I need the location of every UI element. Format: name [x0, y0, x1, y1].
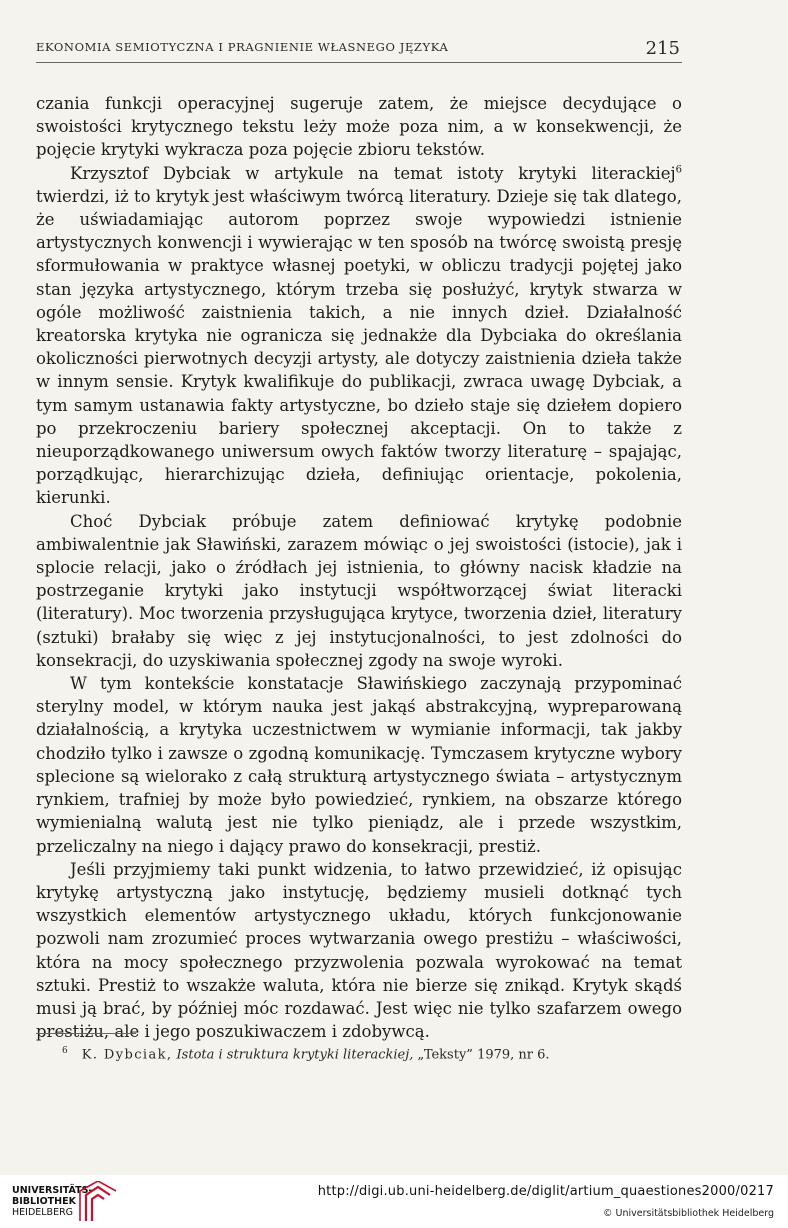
source-url-link[interactable]: http://digi.ub.uni-heidelberg.de/diglit/artium_quaestiones2000/0217 — [317, 1184, 774, 1199]
paragraph-2-start: Krzysztof Dybciak w artykule na temat istoty krytyki literackiej — [70, 163, 676, 183]
paragraph-5: Jeśli przyjmiemy taki punkt widzenia, to łatwo przewidzieć, iż opisując krytykę artystyczną jako instytucję, będziemy musieli dotknąć tych wszystkich elementów artystycznego układu, których funkcjonowanie pozwoli nam zrozumieć proces wytwarzania owego prestiżu – właściwości, która na mocy społecznego przyzwolenia pozwala wyrokować na temat sztuki. Prestiż to wszakże waluta, która nie bierze się znikąd. Krytyk skądś musi ją brać, by później móc rozdawać. Jest więc nie tylko szafarzem owego prestiżu, ale i jego poszukiwaczem i zdobywcą. — [36, 859, 682, 1042]
page-number: 215 — [645, 38, 680, 59]
footnote — [62, 1046, 682, 1063]
running-head: EKONOMIA SEMIOTYCZNA I PRAGNIENIE WŁASNEGO JĘZYKA — [36, 40, 449, 54]
footnote-reference[interactable]: 6 — [675, 164, 682, 176]
footnote-author: K. Dybciak, — [81, 1047, 173, 1063]
logo-line-1: UNIVERSITÄTS- — [12, 1185, 93, 1196]
footnote-rule — [36, 1033, 136, 1034]
paragraph-4: W tym kontekście konstatacje Sławińskiego zaczynają przypominać sterylny model, w którym nauka jest jakąś abstrakcyjną, wypreparowaną działalnością, a krytyka uczestnictwem w wymianie informacji, tak jakby chodziło tylko i zawsze o zgodną komunikację. Tymczasem krytyczne wybory splecione są wielorako z całą strukturą artystycznego świata – artystycznym rynkiem, trafniej by może było powiedzieć, rynkiem, na obszarze którego wymienialną walutą jest nie tylko pieniądz, ale i przede wszystkim, przeliczalny na niego i dający prawo do konsekracji, prestiż. — [36, 674, 682, 856]
logo-line-2: BIBLIOTHEK — [12, 1196, 76, 1207]
paragraph-1: czania funkcji operacyjnej sugeruje zatem, że miejsce decydujące o swoistości krytycznego tekstu leży może poza nim, a w konsekwencji, że pojęcie krytyki wykracza poza pojęcie zbioru tekstów. — [36, 94, 682, 160]
footer-bar — [0, 1175, 788, 1228]
header-rule — [36, 62, 682, 63]
footnote-mark: 6 — [62, 1046, 68, 1056]
logo-line-3: HEIDELBERG — [12, 1207, 74, 1218]
footnote-title: Istota i struktura krytyki literackiej, — [176, 1047, 414, 1063]
copyright-notice: © Universitätsbibliothek Heidelberg — [602, 1208, 774, 1219]
paragraph-2 — [36, 162, 682, 510]
library-logo[interactable] — [12, 1181, 122, 1223]
paragraph-2-rest: twierdzi, iż to krytyk jest właściwym twórcą literatury. Dzieje się tak dlatego, że uświadamiając autorom poprzez swoje wypowiedzi istnienie artystycznych konwencji i wywierając w ten sposób na twórcę swoistą presję sformułowania w praktyce własnej poetyki, w obliczu tradycji pojętej jako stan języka artystycznego, którym trzeba się posłużyć, krytyk stwarza w ogóle możliwość zaistnienia takich, a nie innych dzieł. Działalność kreatorska krytyka nie ogranicza się jednakże dla Dybciaka do określania okoliczności pierwotnych decyzji artysty, ale dotyczy zaistnienia dzieła także w innym sensie. Krytyk kwalifikuje do publikacji, zwraca uwagę Dybciak, a tym samym ustanawia fakty artystyczne, bo dzieło staje się dziełem dopiero po przekroczeniu bariery społecznej akceptacji. On to także z nieuporządkowanego uniwersum owych faktów tworzy literaturę – spajając, porządkując, hierarchizując dzieła, definiując orientacje, pokolenia, kierunki. — [36, 186, 682, 508]
library-emblem-icon — [78, 1181, 118, 1223]
body-text — [36, 92, 682, 1043]
footnote-source: „Teksty” 1979, nr 6. — [417, 1047, 550, 1063]
paragraph-3: Choć Dybciak próbuje zatem definiować krytykę podobnie ambiwalentnie jak Sławiński, zarazem mówiąc o jej swoistości (istocie), jak i splocie relacji, jako o źródłach jej istnienia, to główny nacisk kładzie na postrzeganie krytyki jako instytucji współtworzącej świat literacki (literatury). Moc tworzenia przysługująca krytyce, tworzenia dzieł, literatury (sztuki) brałaby się więc z jej instytucjonalności, to jest zdolności do konsekracji, do uzyskiwania społecznej zgody na swoje wyroki. — [36, 511, 682, 670]
